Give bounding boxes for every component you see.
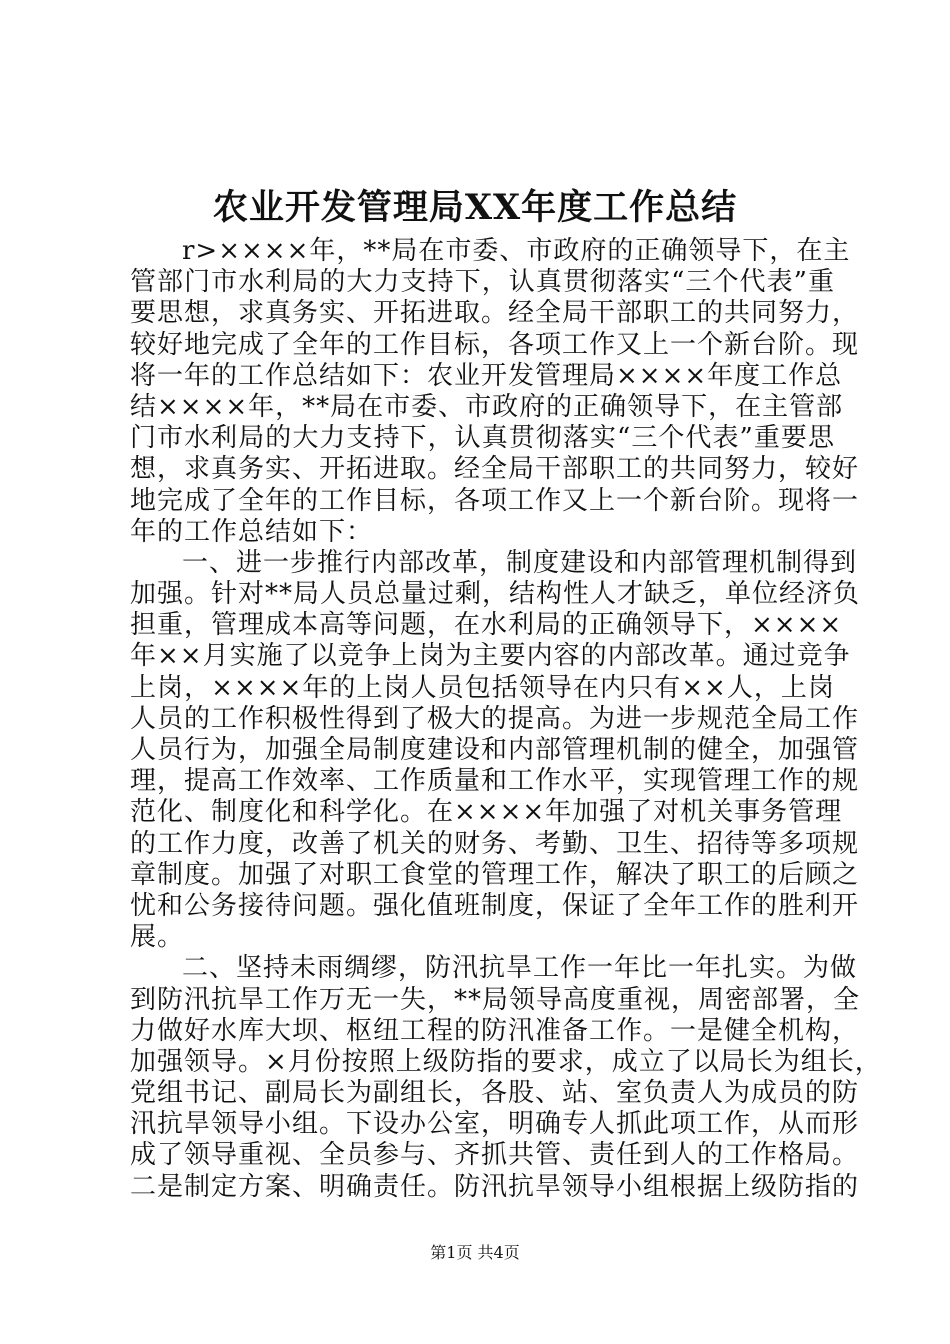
text-line: 将一年的工作总结如下：农业开发管理局××××年度工作总 xyxy=(130,360,843,391)
text-line: 范化、制度化和科学化。在××××年加强了对机关事务管理 xyxy=(130,797,843,828)
document-body xyxy=(130,236,882,1203)
text-line: 上岗，××××年的上岗人员包括领导在内只有××人，上岗 xyxy=(130,672,835,703)
text-line: 担重，管理成本高等问题，在水利局的正确领导下，×××× xyxy=(130,610,843,641)
text-line: 力做好水库大坝、枢纽工程的防汛准备工作。一是健全机构， xyxy=(130,1015,860,1046)
text-line: 二、坚持未雨绸缪，防汛抗旱工作一年比一年扎实。为做 xyxy=(182,953,858,984)
text-line: 党组书记、副局长为副组长，各股、站、室负责人为成员的防 xyxy=(130,1078,860,1109)
text-line: 较好地完成了全年的工作目标，各项工作又上一个新台阶。现 xyxy=(130,329,860,360)
text-line: 年××月实施了以竞争上岗为主要内容的内部改革。通过竞争 xyxy=(130,641,851,672)
text-line: 加强。针对**局人员总量过剩，结构性人才缺乏，单位经济负 xyxy=(130,579,861,610)
document-title: 农业开发管理局XX年度工作总结 xyxy=(212,187,738,228)
text-line: 的工作力度，改善了机关的财务、考勤、卫生、招待等多项规 xyxy=(130,828,860,859)
text-line: 管部门市水利局的大力支持下，认真贯彻落实“三个代表”重 xyxy=(130,267,835,298)
text-line: 展。 xyxy=(130,922,185,953)
text-line: 汛抗旱领导小组。下设办公室，明确专人抓此项工作，从而形 xyxy=(130,1109,860,1140)
text-line: 成了领导重视、全员参与、齐抓共管、责任到人的工作格局。 xyxy=(130,1140,860,1171)
text-line: 结××××年，**局在市委、市政府的正确领导下，在主管部 xyxy=(130,391,844,422)
text-line: 门市水利局的大力支持下，认真贯彻落实“三个代表”重要思 xyxy=(130,423,835,454)
paragraph xyxy=(130,953,882,1203)
text-line: 二是制定方案、明确责任。防汛抗旱领导小组根据上级防指的 xyxy=(130,1171,860,1202)
paragraph xyxy=(130,236,860,548)
text-line: 到防汛抗旱工作万无一失，**局领导高度重视，周密部署，全 xyxy=(130,984,861,1015)
text-line: 加强领导。×月份按照上级防指的要求，成立了以局长为组长， xyxy=(130,1046,882,1077)
text-line: 人员行为，加强全局制度建设和内部管理机制的健全，加强管 xyxy=(130,735,860,765)
text-line: 要思想，求真务实、开拓进取。经全局干部职工的共同努力， xyxy=(130,298,860,329)
text-line: 年的工作总结如下： xyxy=(130,516,374,547)
text-line: 一、进一步推行内部改革，制度建设和内部管理机制得到 xyxy=(182,547,858,578)
text-line: 人员的工作积极性得到了极大的提高。为进一步规范全局工作 xyxy=(130,703,860,734)
text-line: 地完成了全年的工作目标，各项工作又上一个新台阶。现将一 xyxy=(130,485,860,516)
text-line: 忧和公务接待问题。强化值班制度，保证了全年工作的胜利开 xyxy=(130,890,860,921)
page-footer: 第1页 共4页 xyxy=(430,1243,520,1262)
text-line: 想，求真务实、开拓进取。经全局干部职工的共同努力，较好 xyxy=(130,454,860,485)
paragraph xyxy=(130,547,861,953)
text-line: 理，提高工作效率、工作质量和工作水平，实现管理工作的规 xyxy=(130,766,860,797)
text-line: 章制度。加强了对职工食堂的管理工作，解决了职工的后顾之 xyxy=(130,859,860,890)
text-line: r>××××年，**局在市委、市政府的正确领导下，在主 xyxy=(182,236,851,266)
